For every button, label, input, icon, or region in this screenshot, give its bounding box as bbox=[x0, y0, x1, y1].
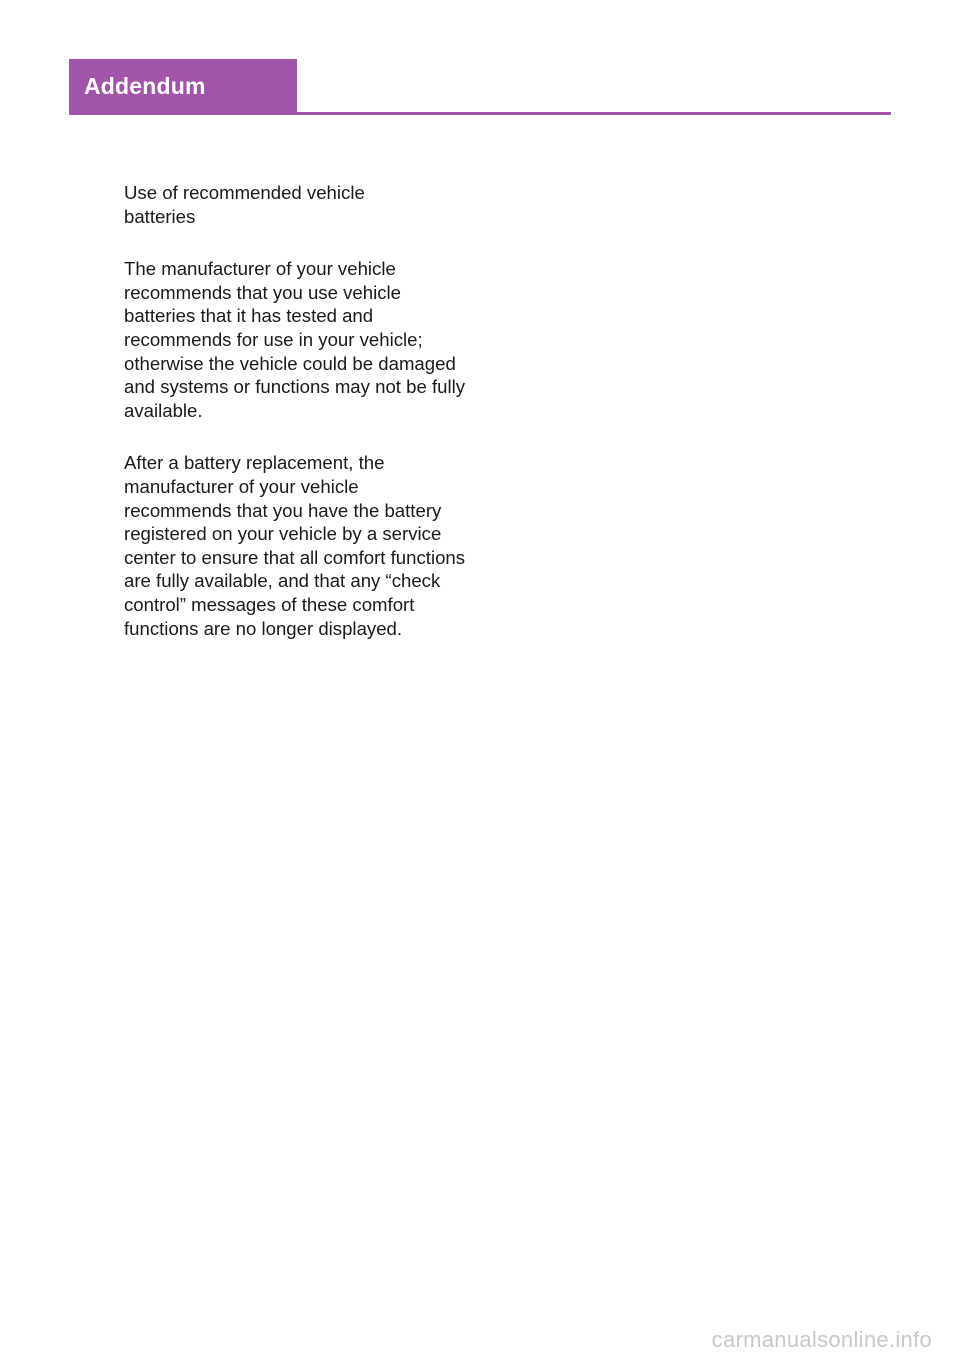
watermark-text: carmanualsonline.info bbox=[711, 1327, 932, 1352]
body-paragraph-recommendation: The manufacturer of your vehicle recommends that you use vehicle batteries that it has tested and recommends for use in your vehicle; otherwise the vehicle could be damaged and systems or functions may not be fully available. bbox=[124, 258, 466, 421]
body-paragraph-replacement: After a battery replacement, the manufacturer of your vehicle recommends that you have the battery registered on your vehicle by a service center to ensure that all comfort functions are fully available, and that any “check control” messages of these comfort functions are no longer displayed. bbox=[124, 452, 466, 639]
section-header-tab bbox=[69, 59, 297, 114]
section-title: Addendum bbox=[84, 73, 206, 99]
header-divider bbox=[69, 112, 891, 115]
subsection-heading: Use of recommended vehicle batteries bbox=[124, 182, 365, 227]
main-content bbox=[124, 181, 469, 669]
